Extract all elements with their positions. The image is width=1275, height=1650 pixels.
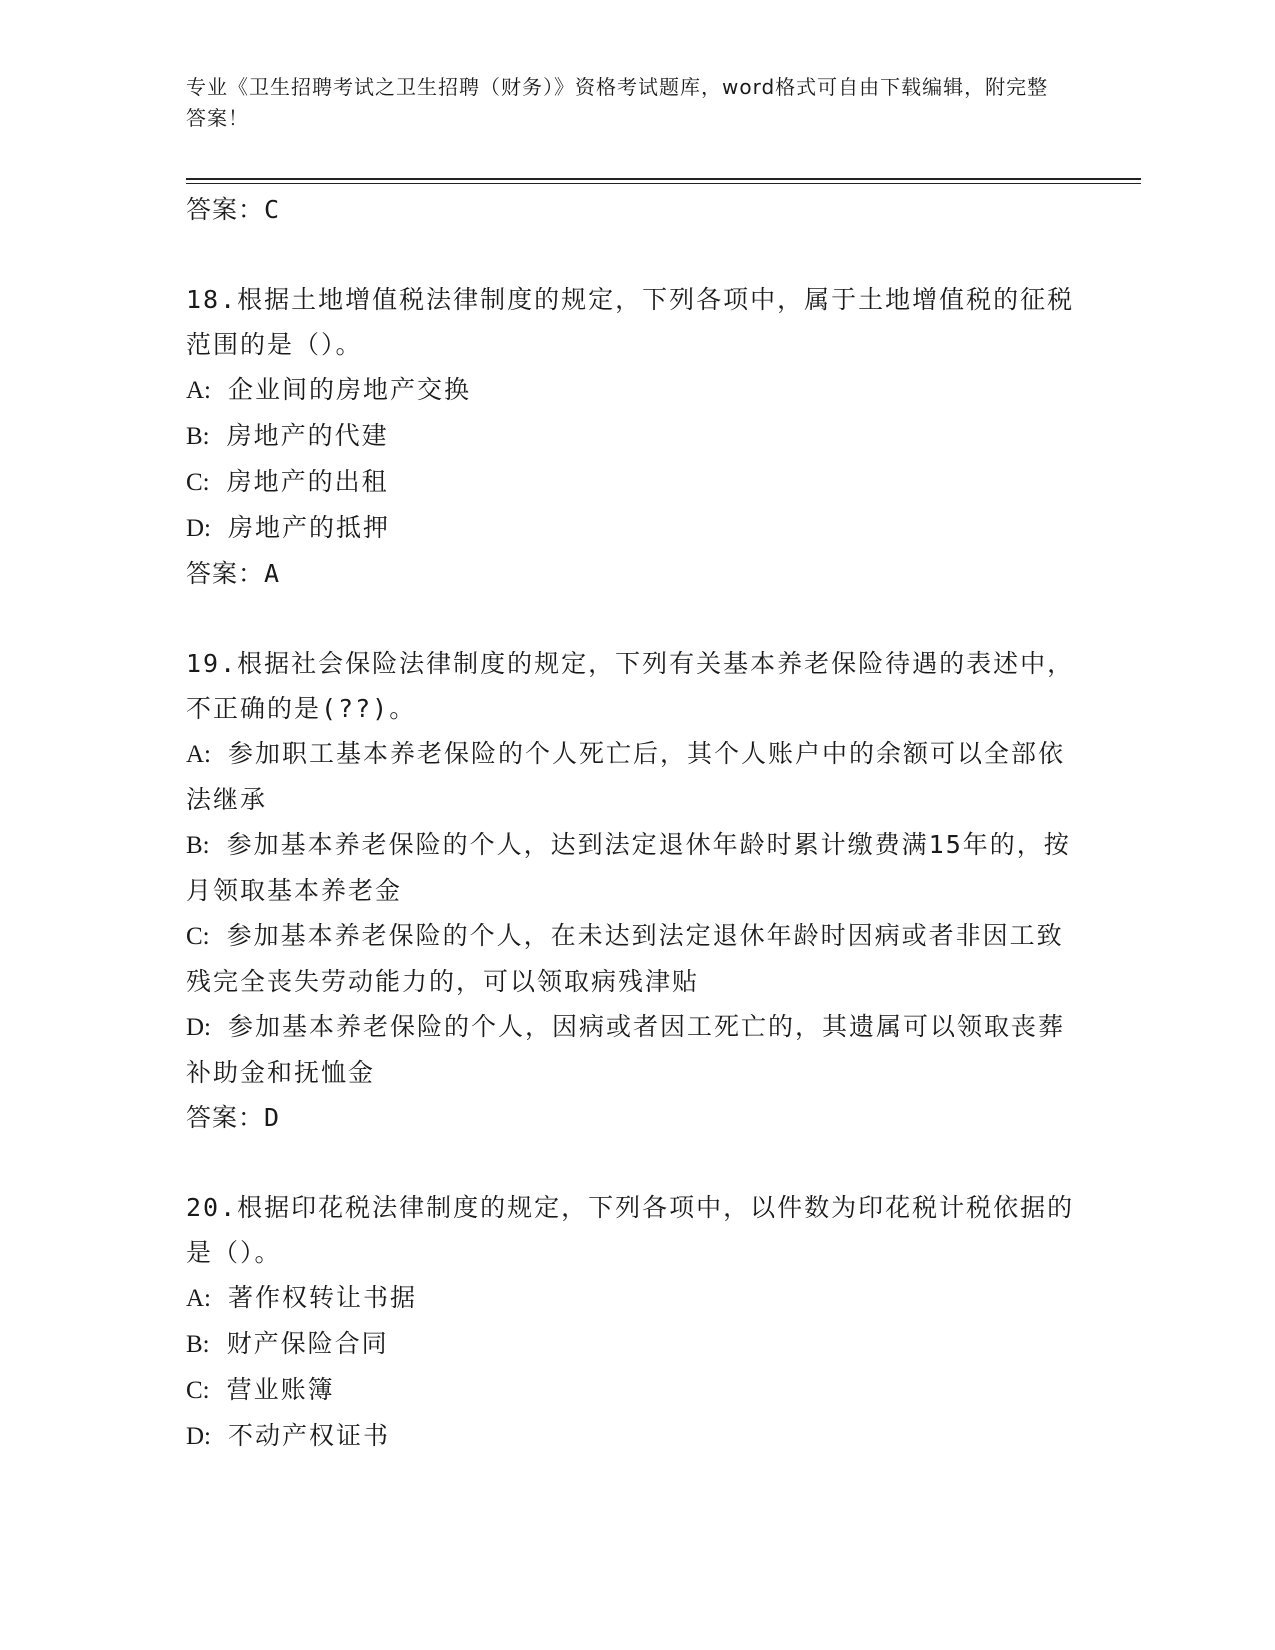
option-key: B:: [186, 1331, 210, 1358]
option-key: B:: [186, 832, 210, 859]
answer-label: 答案：: [186, 195, 265, 224]
option-a: [186, 731, 1076, 822]
option-b: [186, 1321, 1076, 1367]
option-text: 参加基本养老保险的个人，在未达到法定退休年龄时因病或者非因工致残完全丧失劳动能力的，可以领取病残津贴: [186, 921, 1064, 996]
option-c: [186, 1367, 1076, 1413]
option-d: [186, 505, 1076, 551]
option-a: [186, 1275, 1076, 1321]
option-key: C:: [186, 469, 210, 496]
question-stem: 19.根据社会保险法律制度的规定，下列有关基本养老保险待遇的表述中，不正确的是(??)。: [186, 649, 1075, 723]
answer-label: 答案：: [186, 1103, 265, 1132]
question-list: [186, 187, 1076, 1459]
question-answer: [186, 1095, 1076, 1140]
option-key: D:: [186, 515, 211, 542]
option-text: 营业账簿: [209, 1375, 335, 1404]
answer-value: A: [264, 559, 281, 588]
header-divider-thick: [186, 178, 1141, 180]
option-text: 参加基本养老保险的个人，达到法定退休年龄时累计缴费满15年的，按月领取基本养老金: [186, 830, 1071, 905]
option-c: [186, 459, 1076, 505]
question-stem: 20.根据印花税法律制度的规定，下列各项中，以件数为印花税计税依据的是（）。: [186, 1193, 1075, 1267]
answer-value: D: [264, 1103, 281, 1132]
option-text: 房地产的代建: [209, 421, 389, 450]
question-stem: 18.根据土地增值税法律制度的规定，下列各项中，属于土地增值税的征税范围的是（）。: [186, 285, 1075, 359]
option-key: A:: [186, 377, 211, 404]
question-answer: [186, 551, 1076, 596]
option-text: 著作权转让书据: [211, 1283, 418, 1312]
answer-label: 答案：: [186, 559, 265, 588]
option-text: 房地产的抵押: [211, 513, 391, 542]
option-text: 参加职工基本养老保险的个人死亡后，其个人账户中的余额可以全部依法继承: [186, 739, 1066, 814]
option-a: [186, 367, 1076, 413]
option-key: A:: [186, 1285, 211, 1312]
option-key: C:: [186, 1377, 210, 1404]
spacer: [186, 232, 1076, 277]
spacer: [186, 1140, 1076, 1185]
option-c: [186, 913, 1076, 1004]
option-text: 不动产权证书: [211, 1421, 391, 1450]
option-key: D:: [186, 1423, 211, 1450]
header-divider-thin: [186, 183, 1141, 184]
previous-answer: [186, 187, 1076, 232]
option-key: D:: [186, 1014, 211, 1041]
option-text: 企业间的房地产交换: [211, 375, 472, 404]
option-text: 参加基本养老保险的个人，因病或者因工死亡的，其遗属可以领取丧葬补助金和抚恤金: [186, 1012, 1066, 1087]
option-b: [186, 413, 1076, 459]
option-d: [186, 1413, 1076, 1459]
option-key: B:: [186, 423, 210, 450]
option-text: 房地产的出租: [209, 467, 389, 496]
option-key: A:: [186, 741, 211, 768]
spacer: [186, 596, 1076, 641]
option-key: C:: [186, 923, 210, 950]
option-text: 财产保险合同: [209, 1329, 389, 1358]
answer-value: C: [264, 195, 281, 224]
option-b: [186, 822, 1076, 913]
option-d: [186, 1004, 1076, 1095]
page-header: 专业《卫生招聘考试之卫生招聘（财务）》资格考试题库，word格式可自由下载编辑，附完整答案！: [186, 75, 1049, 130]
